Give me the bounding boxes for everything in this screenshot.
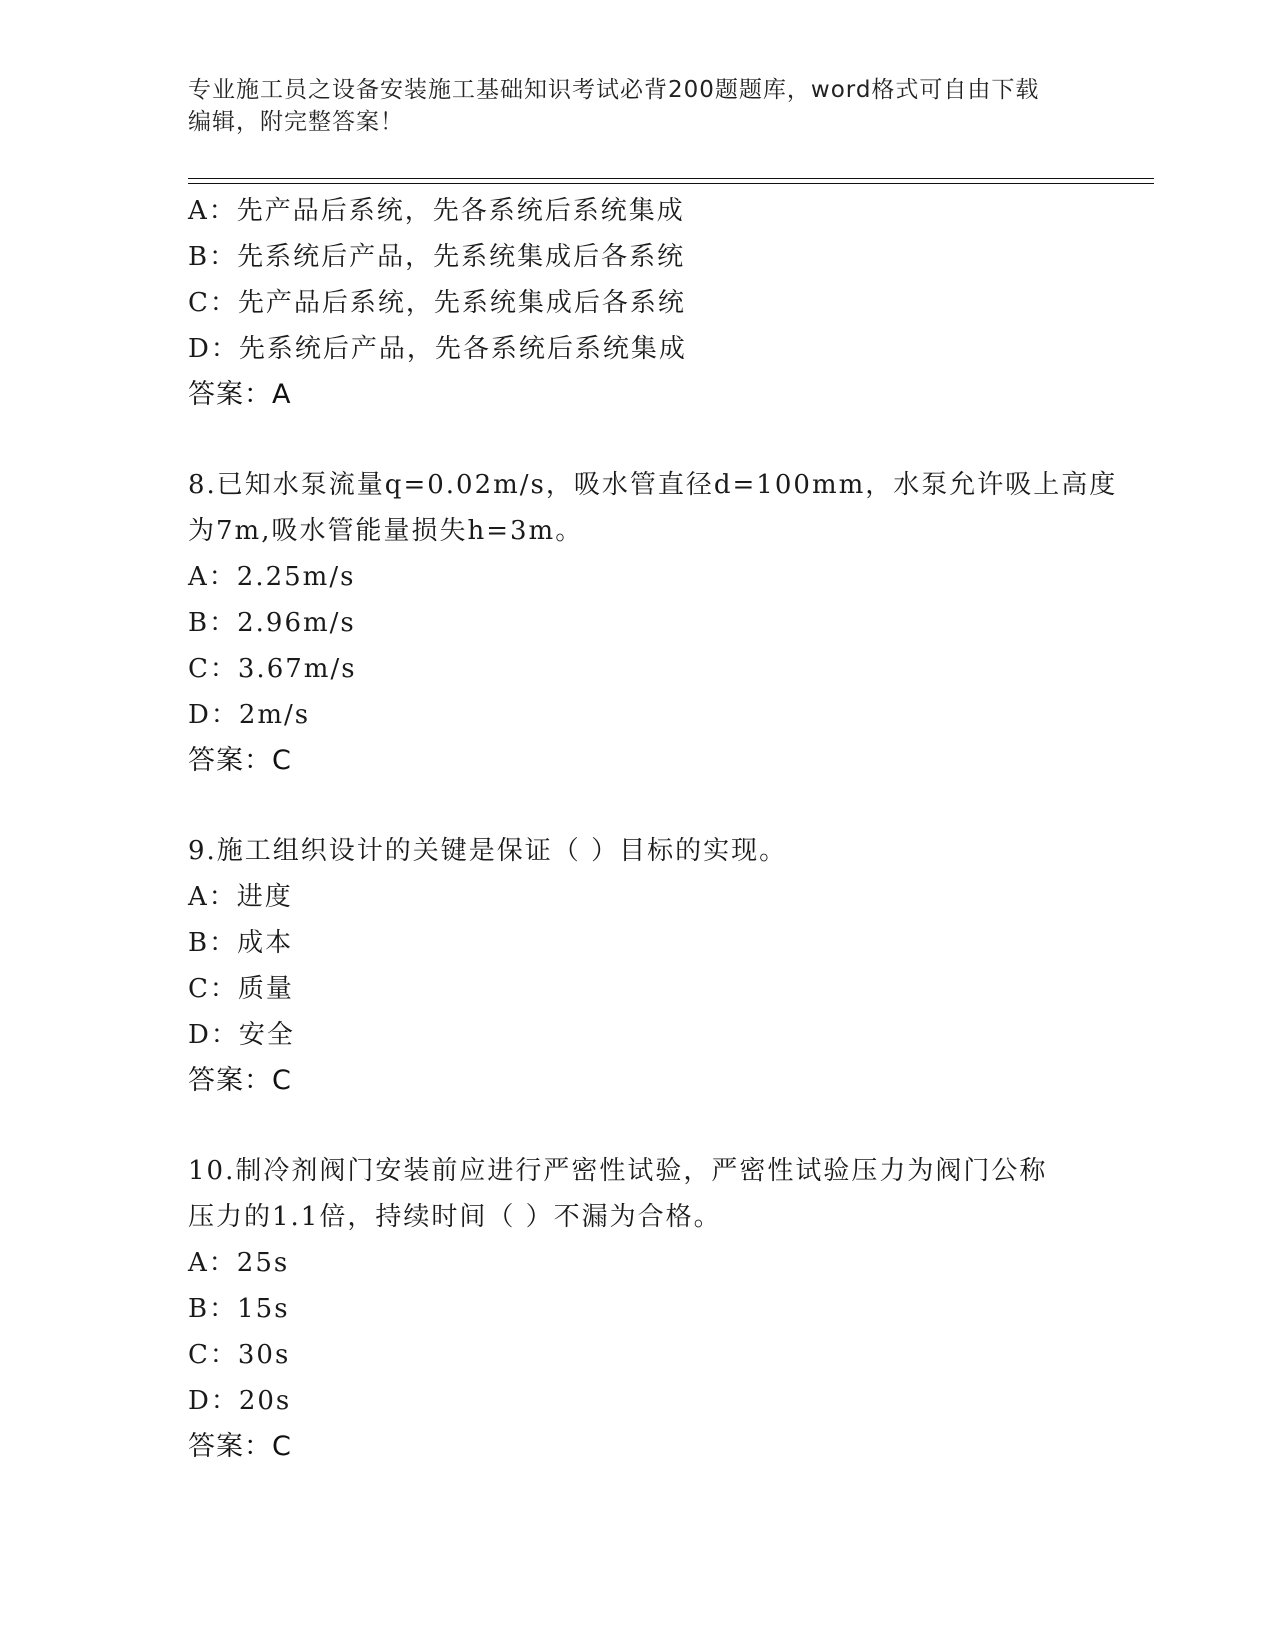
- question-spacer: [188, 1104, 1088, 1148]
- option-c: C：质量: [188, 974, 294, 1004]
- question-list: [188, 188, 1118, 1470]
- option-b: B：先系统后产品，先系统集成后各系统: [188, 242, 686, 272]
- option-a: A：进度: [188, 882, 293, 912]
- question-stem-line-1: 10.制冷剂阀门安装前应进行严密性试验，严密性试验压力为阀门公称: [188, 1156, 1048, 1186]
- option-d: D：2m/s: [188, 700, 311, 730]
- option-d: D：安全: [188, 1020, 295, 1050]
- question-stem-line-1: 8.已知水泵流量q=0.02m/s，吸水管直径d=100mm，水泵允许吸上高度: [188, 470, 1118, 500]
- option-b: B：15s: [188, 1294, 290, 1324]
- header-divider-top: [188, 178, 1154, 179]
- answer-line: 答案：C: [188, 1431, 292, 1462]
- document-header: [188, 74, 1088, 138]
- question-9: [188, 828, 1088, 1104]
- question-stem-line-1: 9.施工组织设计的关键是保证（ ）目标的实现。: [188, 836, 788, 866]
- question-10: [188, 1148, 1088, 1470]
- question-8: [188, 462, 1118, 784]
- answer-line: 答案：A: [188, 379, 292, 410]
- option-a: A：先产品后系统，先各系统后系统集成: [188, 196, 685, 226]
- answer-line: 答案：C: [188, 1065, 292, 1096]
- option-b: B：成本: [188, 928, 294, 958]
- question-stem-line-2: 为7m,吸水管能量损失h=3m。: [188, 516, 584, 546]
- option-c: C：先产品后系统，先系统集成后各系统: [188, 288, 686, 318]
- header-title-line-1: 专业施工员之设备安装施工基础知识考试必背200题题库，word格式可自由下载: [188, 77, 1040, 103]
- header-title-line-2: 编辑，附完整答案！: [188, 109, 404, 135]
- question-spacer: [188, 784, 1088, 828]
- question-7: [188, 188, 1088, 418]
- option-b: B：2.96m/s: [188, 608, 356, 638]
- option-d: D：20s: [188, 1386, 292, 1416]
- option-c: C：30s: [188, 1340, 291, 1370]
- header-divider-bottom: [188, 183, 1154, 184]
- option-c: C：3.67m/s: [188, 654, 357, 684]
- question-spacer: [188, 418, 1088, 462]
- question-stem-line-2: 压力的1.1倍，持续时间（ ）不漏为合格。: [188, 1202, 722, 1232]
- option-a: A：2.25m/s: [188, 562, 356, 592]
- option-a: A：25s: [188, 1248, 290, 1278]
- option-d: D：先系统后产品，先各系统后系统集成: [188, 334, 687, 364]
- answer-line: 答案：C: [188, 745, 292, 776]
